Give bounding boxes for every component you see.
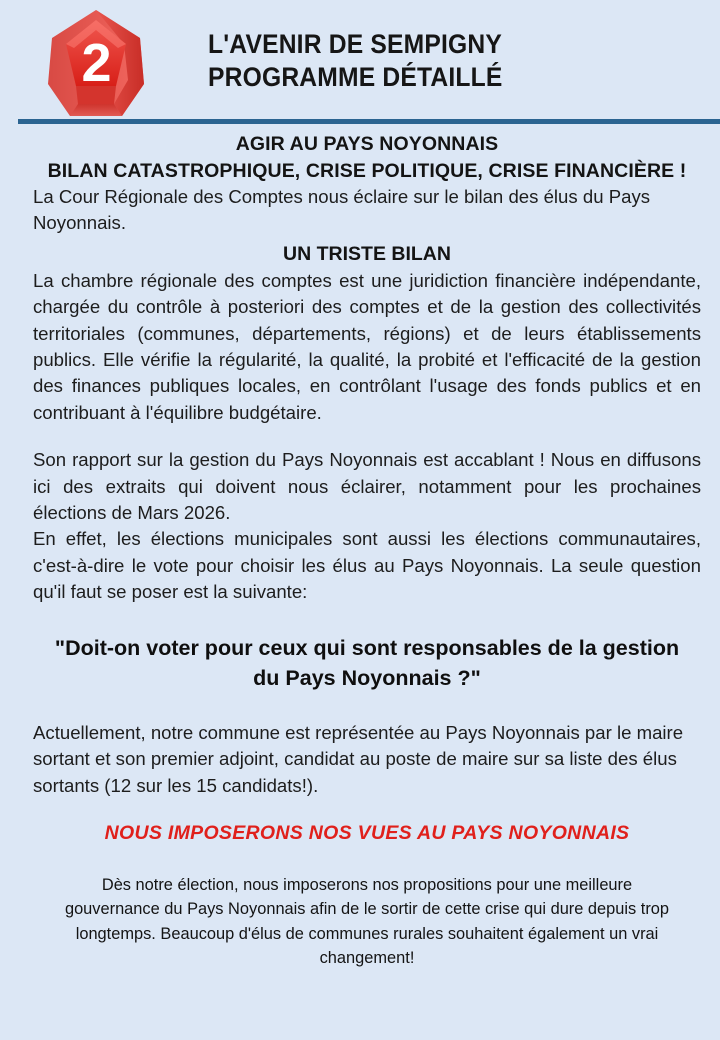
closing-paragraph: Dès notre élection, nous imposerons nos propositions pour une meilleure gouvernance du Pays Noyonnais afin de le sortir de cette crise qui dure depuis trop longtemps. Beaucoup d'élus de communes rurales souhaitent également un vrai changement! — [64, 875, 670, 968]
paragraph-rapport: Son rapport sur la gestion du Pays Noyonnais est accablant ! Nous en diffusons ici des extraits qui doivent nous éclairer, notamment pour les prochaines élections de Mars 2026. — [33, 449, 701, 524]
pull-quote: "Doit-on voter pour ceux qui sont responsables de la gestion du Pays Noyonnais ?" — [54, 635, 680, 690]
spacer — [33, 693, 701, 720]
paragraph-chambre-regionale: La chambre régionale des comptes est une juridiction financière indépendante, chargée du contrôle à posteriori des comptes et de la gestion des collectivités territoriales (communes, départements, régions) et de leurs établissements publics. Elle vérifie la régularité, la qualité, la probité et l'efficacité de la gestion des finances publiques locales, en contrôlant l'usage des fonds publics et en contribuant à l'équilibre budgétaire. — [33, 269, 701, 423]
document-body — [33, 131, 701, 971]
section-heading: UN TRISTE BILAN — [283, 242, 451, 265]
page-title — [208, 28, 503, 94]
spacer — [33, 606, 701, 633]
spacer — [33, 426, 701, 447]
spacer — [33, 799, 701, 820]
spacer — [33, 846, 701, 873]
paragraph-representation: Actuellement, notre commune est représentée au Pays Noyonnais par le maire sortant et son premier adjoint, candidat au poste de maire sur sa liste des élus sortants (12 sur les 15 candidats!). — [33, 721, 684, 796]
header-divider — [18, 119, 720, 124]
paragraph-elections: En effet, les élections municipales sont aussi les élections communautaires, c'est-à-dire le vote pour choisir les élus au Pays Noyonnais. La seule question qu'il faut se poser est la suivante: — [33, 528, 701, 603]
number-badge-icon — [44, 8, 148, 122]
page-title-line-2: PROGRAMME DÉTAILLÉ — [208, 62, 503, 92]
red-slogan-banner: NOUS IMPOSERONS NOS VUES AU PAYS NOYONNAIS — [104, 821, 630, 844]
intro-paragraph: La Cour Régionale des Comptes nous éclaire sur le bilan des élus du Pays Noyonnais. — [33, 186, 651, 234]
main-heading-line-1: AGIR AU PAYS NOYONNAIS — [235, 133, 499, 155]
page-title-line-1: L'AVENIR DE SEMPIGNY — [208, 29, 502, 59]
main-heading-line-2: BILAN CATASTROPHIQUE, CRISE POLITIQUE, CRISE FINANCIÈRE ! — [47, 159, 687, 182]
badge-number-label: 2 — [81, 33, 111, 93]
page-header — [0, 0, 720, 123]
